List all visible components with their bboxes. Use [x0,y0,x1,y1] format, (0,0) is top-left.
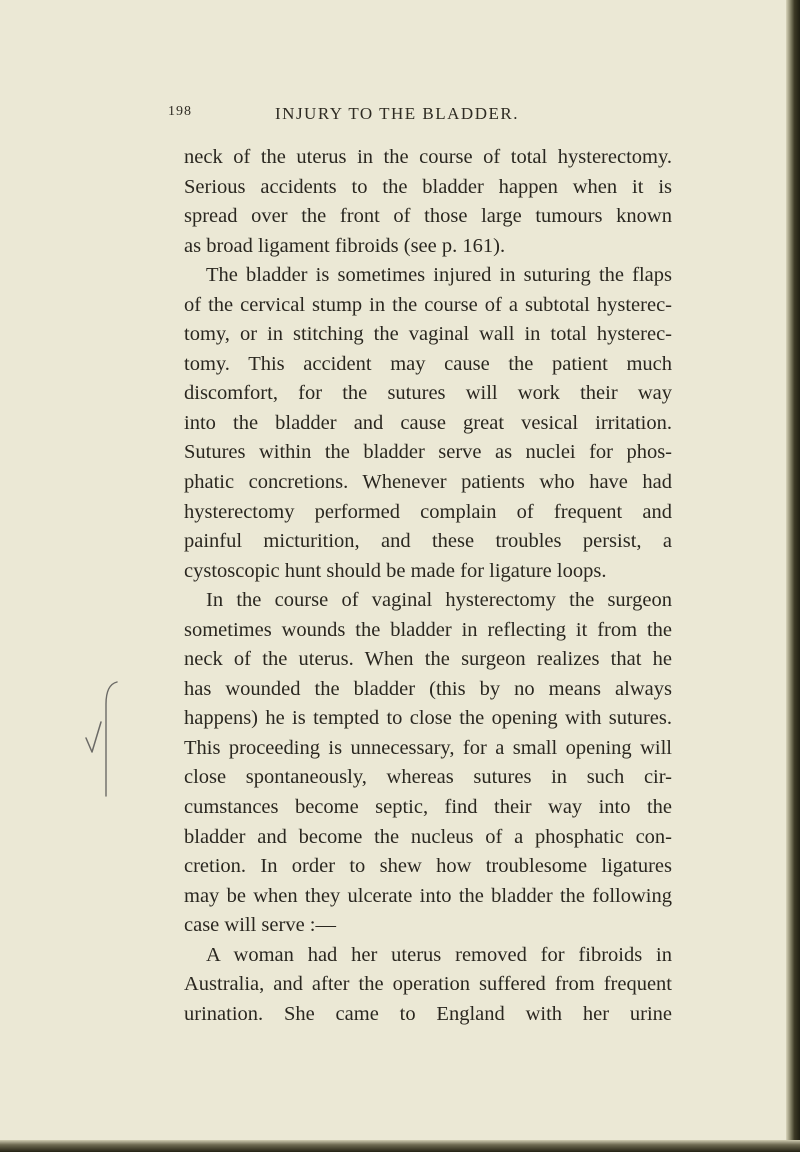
text-line: Serious accidents to the bladder happen when it is [184,175,672,198]
text-line: has wounded the bladder (this by no means always [184,677,672,700]
text-line: hysterectomy performed complain of frequent and [184,500,672,523]
text-line: tomy. This accident may cause the patient much [184,352,672,375]
text-line: spread over the front of those large tumours known [184,205,672,228]
text-line: close spontaneously, whereas sutures in such cir- [184,766,672,789]
text-line: Sutures within the bladder serve as nuclei for phos- [184,441,672,464]
text-line: phatic concretions. Whenever patients who have had [184,471,672,494]
text-line: may be when they ulcerate into the bladder the following [184,884,672,907]
body-text [184,143,672,1029]
text-line: Australia, and after the operation suffered from frequent [184,973,672,996]
text-line: tomy, or in stitching the vaginal wall in total hysterec- [184,323,672,346]
text-line: cretion. In order to shew how troublesome ligatures [184,855,672,878]
text-line: as broad ligament fibroids (see p. 161). [184,234,506,257]
text-line: into the bladder and cause great vesical irritation. [184,411,672,434]
text-line: cumstances become septic, find their way into the [184,796,672,819]
page-header [160,104,620,130]
text-line: bladder and become the nucleus of a phosphatic con- [184,825,672,848]
text-line: discomfort, for the sutures will work their way [184,382,672,405]
text-line: of the cervical stump in the course of a subtotal hysterec- [184,293,672,316]
page-number: 198 [168,104,192,119]
page-edge-bottom [0,1140,800,1152]
text-line: case will serve :— [184,914,336,937]
text-line: happens) he is tempted to close the opening with sutures. [184,707,672,730]
page-edge-right [786,0,800,1152]
text-line: This proceeding is unnecessary, for a small opening will [184,736,672,759]
paragraph-start-line: The bladder is sometimes injured in suturing the flaps [206,264,672,287]
text-line: neck of the uterus in the course of total hysterectomy. [184,146,672,168]
paragraph-start-line: A woman had her uterus removed for fibroids in [206,943,672,966]
paragraph-start-line: In the course of vaginal hysterectomy the surgeon [206,589,672,612]
text-line: sometimes wounds the bladder in reflecting it from the [184,618,672,641]
text-line: urination. She came to England with her urine [184,1002,672,1025]
text-line: cystoscopic hunt should be made for ligature loops. [184,559,607,582]
text-line: neck of the uterus. When the surgeon realizes that he [184,648,672,671]
text-line: painful micturition, and these troubles persist, a [184,530,672,553]
pencil-margin-mark-icon [84,678,124,808]
running-title: INJURY TO THE BLADDER. [275,104,519,123]
